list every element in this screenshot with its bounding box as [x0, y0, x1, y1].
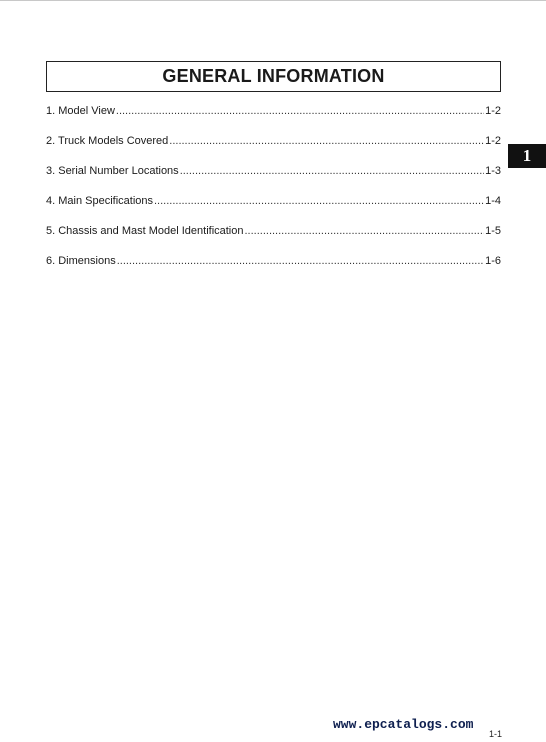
- toc-entry-page: 1-6: [485, 255, 501, 267]
- title-box: [46, 61, 501, 92]
- toc-leader-dots: [169, 134, 484, 148]
- toc-entry[interactable]: [46, 192, 501, 222]
- toc-entry[interactable]: [46, 162, 501, 192]
- toc-entry-label: 1. Model View: [46, 105, 115, 117]
- table-of-contents: [46, 102, 501, 282]
- toc-leader-dots: [180, 164, 484, 178]
- chapter-tab: [508, 144, 546, 168]
- toc-entry[interactable]: [46, 252, 501, 282]
- toc-entry-page: 1-5: [485, 225, 501, 237]
- watermark: www.epcatalogs.com: [333, 717, 474, 732]
- page-number: 1-1: [489, 729, 503, 739]
- toc-entry-page: 1-4: [485, 195, 501, 207]
- toc-entry-label: 4. Main Specifications: [46, 195, 153, 207]
- toc-entry-label: 2. Truck Models Covered: [46, 135, 169, 147]
- page-title: GENERAL INFORMATION: [162, 66, 385, 86]
- top-rule: [0, 0, 546, 1]
- toc-entry[interactable]: [46, 222, 501, 252]
- chapter-tab-number: 1: [522, 146, 532, 165]
- toc-leader-dots: [245, 224, 485, 238]
- toc-entry-label: 6. Dimensions: [46, 255, 116, 267]
- toc-entry-label: 3. Serial Number Locations: [46, 165, 179, 177]
- toc-entry-label: 5. Chassis and Mast Model Identification: [46, 225, 244, 237]
- toc-entry-page: 1-2: [485, 135, 501, 147]
- toc-leader-dots: [116, 104, 484, 118]
- toc-leader-dots: [154, 194, 484, 208]
- toc-entry-page: 1-3: [485, 165, 501, 177]
- toc-entry[interactable]: [46, 102, 501, 132]
- toc-entry-page: 1-2: [485, 105, 501, 117]
- toc-leader-dots: [117, 254, 484, 268]
- toc-entry[interactable]: [46, 132, 501, 162]
